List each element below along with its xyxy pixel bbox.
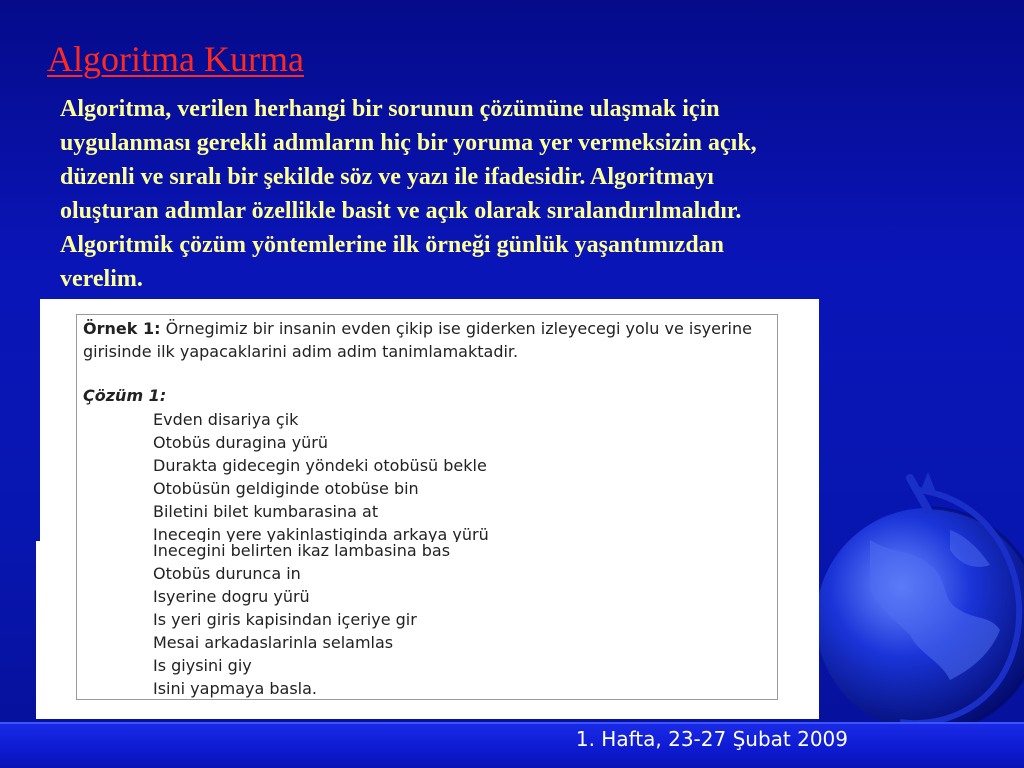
solution-step: Otobüs duragina yürü [153,433,329,452]
example-box-continued [76,541,778,700]
example-label: Örnek 1: [83,319,161,338]
body-line: Algoritmik çözüm yöntemlerine ilk örneği günlük yaşantımızdan [60,232,725,258]
footer-text: 1. Hafta, 23-27 Şubat 2009 [575,727,848,751]
solution-label: Çözüm 1: [83,386,167,405]
solution-step: Otobüsün geldiginde otobüse bin [153,479,419,498]
solution-step: Isini yapmaya basla. [153,679,317,698]
example-box [76,314,778,542]
solution-step: Biletini bilet kumbarasina at [153,502,379,521]
solution-step: Isyerine dogru yürü [153,587,310,606]
solution-step: Otobüs durunca in [153,564,301,583]
footer-bar [0,722,1024,768]
solution-step: Is yeri giris kapisindan içeriye gir [153,610,417,629]
example-text-line-2: girisinde ilk yapacaklarini adim adim tanimlamaktadir. [83,342,519,361]
example-line-1 [83,319,752,338]
body-line: oluşturan adımlar özellikle basit ve açık olarak sıralandırılmalıdır. [60,198,742,224]
footer-divider [0,722,1024,724]
body-line: uygulanması gerekli adımların hiç bir yoruma yer vermeksizin açık, [60,130,757,156]
body-line: Algoritma, verilen herhangi bir sorunun çözümüne ulaşmak için [60,96,720,122]
globe-icon [800,470,1024,730]
body-line: düzenli ve sıralı bir şekilde söz ve yazı ile ifadesidir. Algoritmayı [60,164,714,190]
slide-body-text [60,92,940,296]
body-line: verelim. [60,266,143,292]
solution-step: Durakta gidecegin yöndeki otobüsü bekle [153,456,487,475]
example-text: Örnegimiz bir insanin evden çikip ise giderken izleyecegi yolu ve isyerine [165,319,752,338]
solution-step: Inecegini belirten ikaz lambasina bas [153,541,451,560]
solution-step: Evden disariya çik [153,410,299,429]
slide-title: Algoritma Kurma [47,39,304,79]
solution-step: Inecegin yere yakinlastiginda arkaya yürü [153,525,489,542]
solution-step: Mesai arkadaslarinla selamlas [153,633,394,652]
solution-step: Is giysini giy [153,656,252,675]
